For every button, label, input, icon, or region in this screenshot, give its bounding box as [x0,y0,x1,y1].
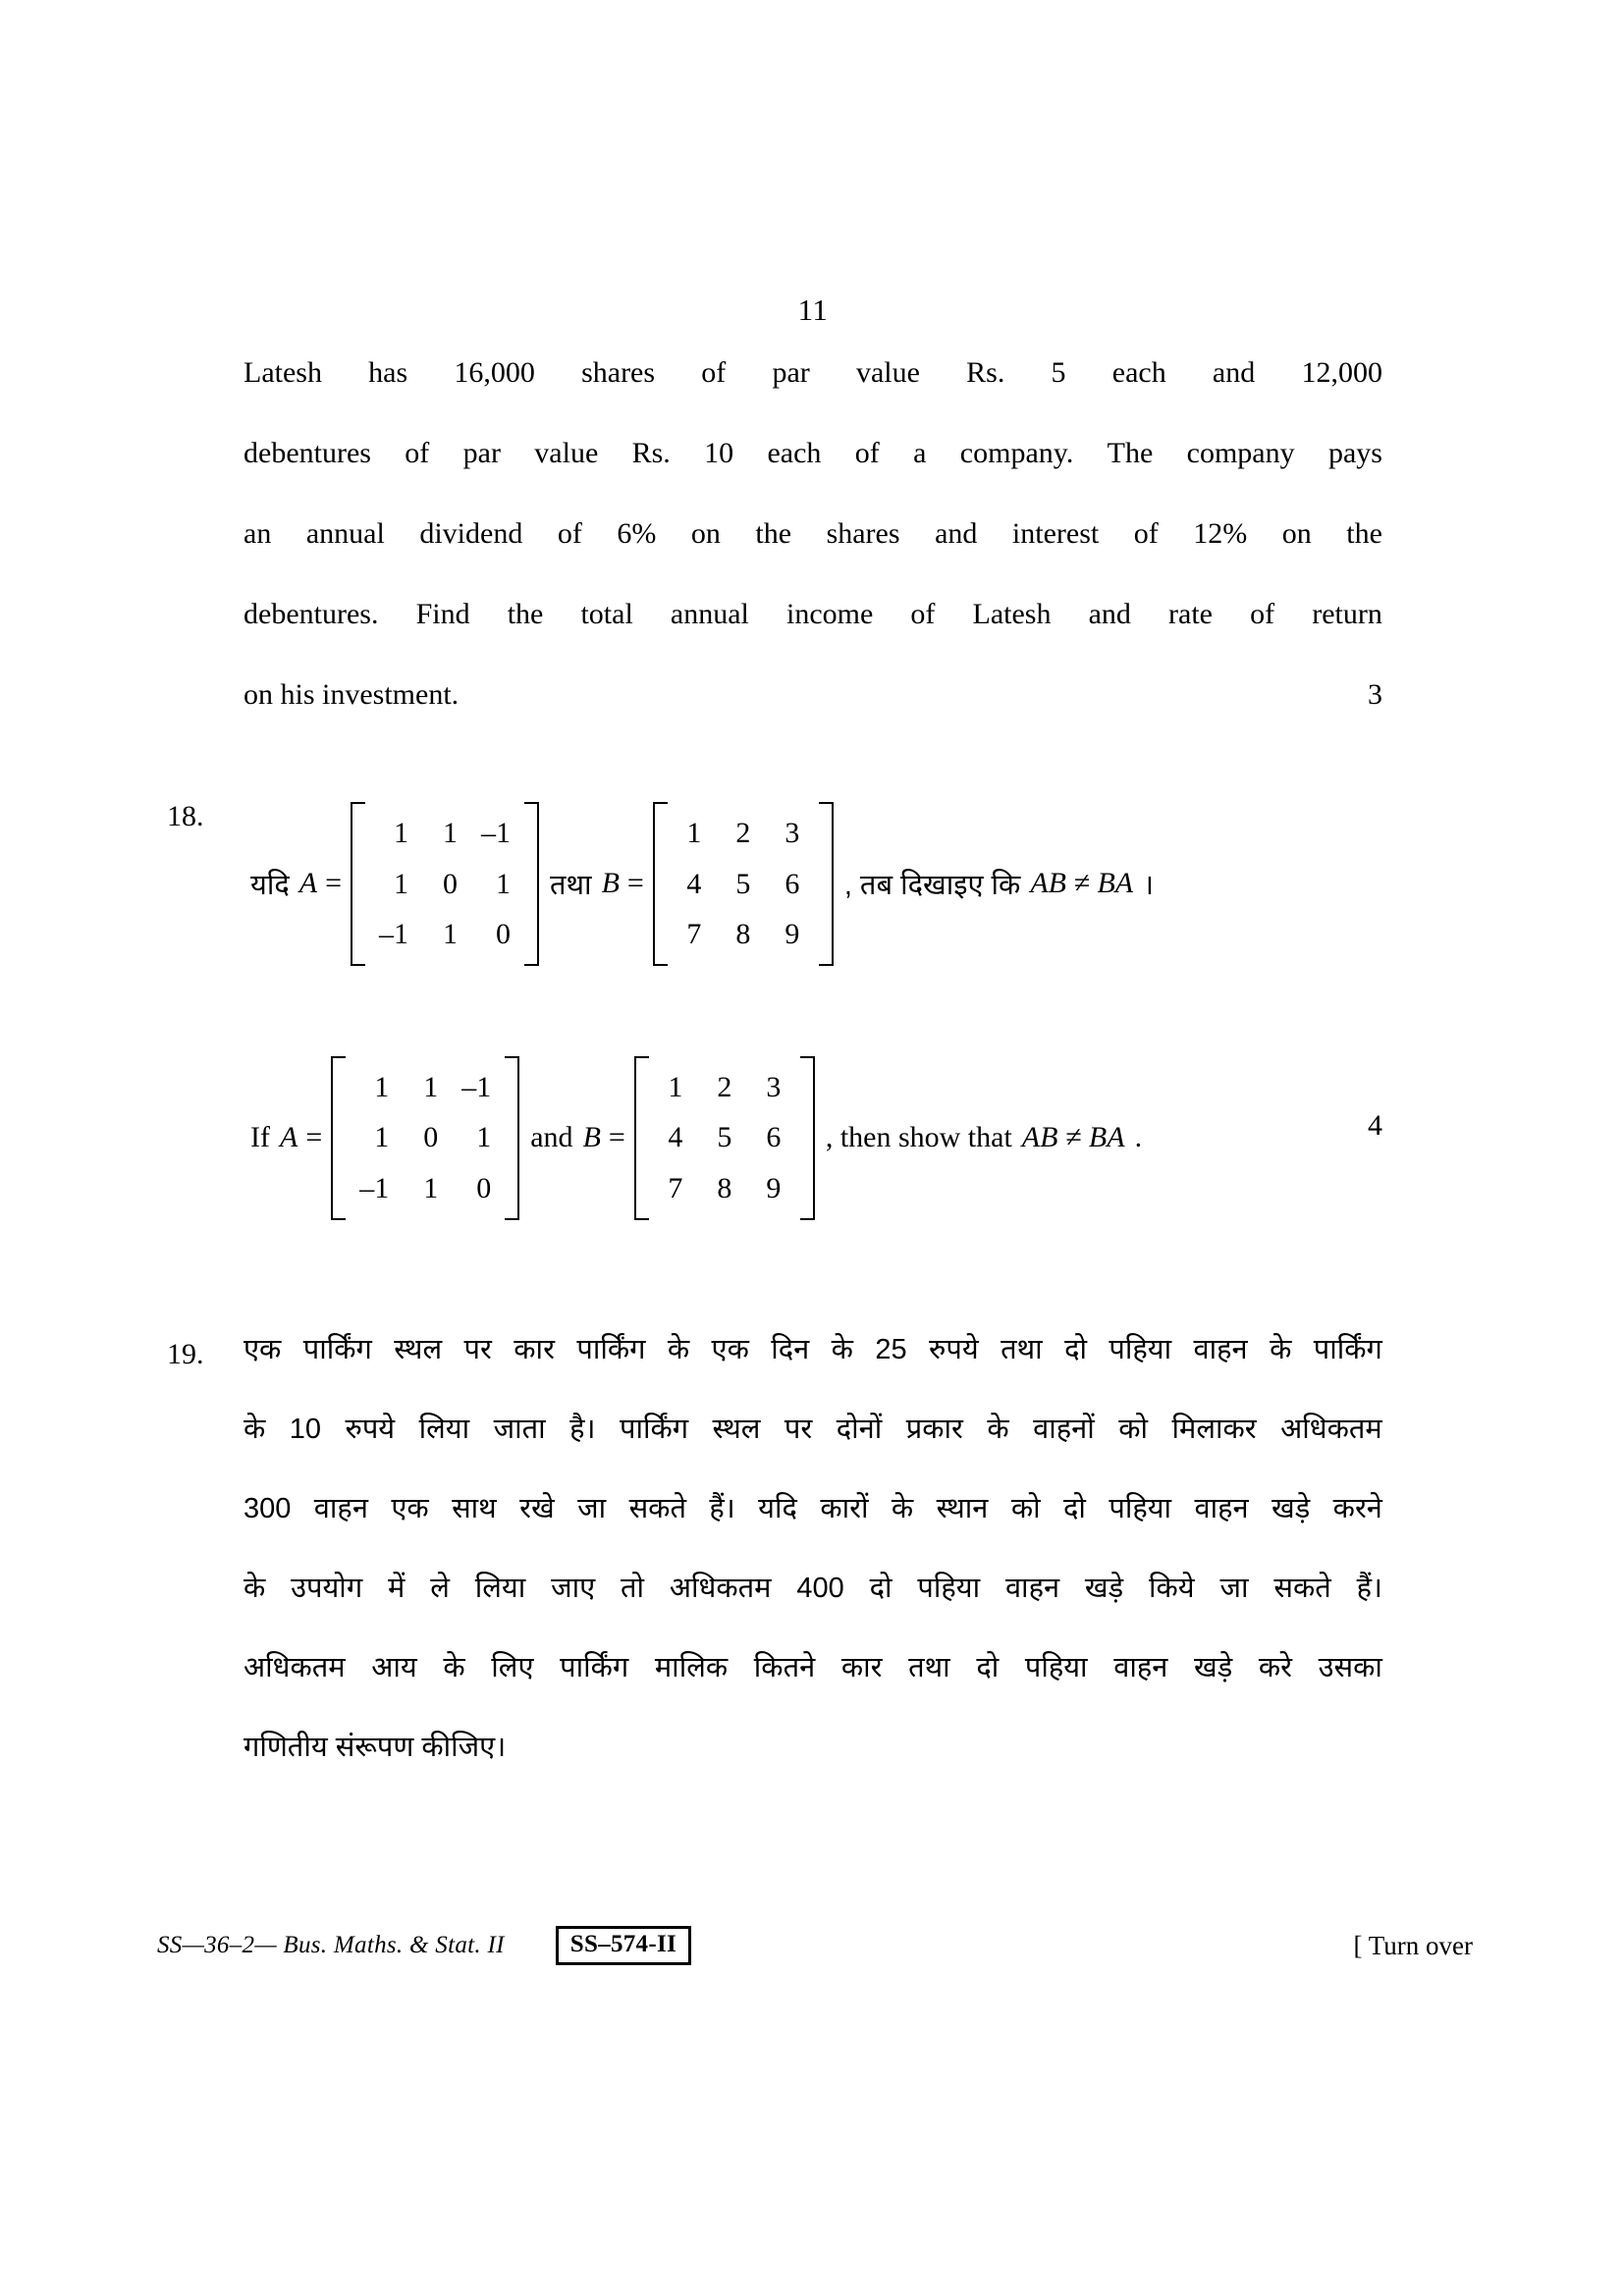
word: पार्किंग [619,1413,689,1445]
matrix-cell: –1 [359,1171,390,1204]
word: shares [826,517,900,550]
word: Rs. [966,356,1005,389]
hindi-line [243,1333,1382,1365]
word: लिया [474,1572,526,1604]
word: on his investment. [243,678,460,711]
word: पहिया [1024,1651,1088,1683]
word: उसका [1318,1651,1382,1683]
word: जा [1219,1572,1249,1604]
word: the [755,517,792,550]
matrix-b [634,1056,815,1220]
question-18-hindi [167,800,1382,966]
word: value [855,356,920,389]
word: के [891,1492,914,1524]
word: of [854,437,880,469]
word: कितने [753,1651,816,1683]
matrix-cell: 4 [668,1121,683,1154]
matrix-cell: 1 [374,1070,390,1103]
word: अधिकतम [669,1572,772,1604]
bracket-left-icon [634,1056,649,1220]
word: पहिया [917,1572,981,1604]
matrix-cell: –1 [461,1070,492,1103]
word: पार्किंग [302,1333,372,1365]
matrix-cell: 2 [735,817,751,849]
matrix-cell: 5 [717,1121,732,1154]
word: 300 [243,1492,292,1524]
word: स्थल [712,1413,761,1445]
page-content [167,293,1382,1813]
word: company. [959,437,1074,469]
matrix-b-grid [668,802,819,966]
word: कार [840,1651,883,1683]
word: par [462,437,501,469]
word: return [1312,598,1382,630]
word: वाहन [1193,1333,1248,1365]
word: पार्किंग [576,1333,646,1365]
hindi-line [243,1651,1382,1683]
word: को [1118,1413,1149,1445]
word: Latesh [972,598,1052,630]
word: किये [1149,1572,1195,1604]
word: सकते [628,1492,686,1524]
word: साथ [452,1492,497,1524]
word: shares [581,356,656,389]
word: the [1346,517,1382,550]
matrix-a-label: A [279,1121,298,1154]
word: interest [1011,517,1100,550]
word: Find [415,598,470,630]
english-conjunction: and [530,1121,573,1154]
word: है। [569,1413,596,1445]
matrix-cell: 7 [668,1171,683,1204]
matrix-cell: 6 [784,867,800,900]
matrix-cell: 0 [423,1121,439,1154]
word: के [987,1413,1009,1445]
word: the [507,598,544,630]
word: each [1111,356,1166,389]
paragraph-line [243,600,1382,629]
word: of [910,598,936,630]
word: पहिया [1109,1333,1172,1365]
question-19-body [243,1333,1382,1813]
matrix-cell: 1 [423,1171,439,1204]
word: rate [1168,598,1213,630]
word: annual [305,517,385,550]
word: दो [869,1572,893,1604]
word: पार्किंग [1313,1333,1382,1365]
word: 400 [796,1572,844,1604]
matrix-cell: 1 [442,817,458,849]
bracket-left-icon [351,802,365,966]
word: दिन [771,1333,810,1365]
word: each [767,437,822,469]
word: रुपये [929,1333,979,1365]
matrix-b-grid [649,1056,800,1220]
word: वाहन [1113,1651,1168,1683]
relation-expression: AB ≠ BA [1021,1121,1125,1154]
question-number: 18. [167,800,204,832]
matrix-cell: 7 [686,918,702,951]
word: of [1250,598,1275,630]
word: debentures. [243,598,379,630]
question-19 [167,1333,1382,1813]
page-footer [157,1926,1473,1965]
paper-code-box: SS–574-II [556,1926,691,1965]
word: कार [514,1333,555,1365]
matrix-b-label: B [601,867,620,900]
word: and [935,517,978,550]
word: कारों [820,1492,869,1524]
word: वाहन [1194,1492,1249,1524]
word: गणितीय संरूपण कीजिए। [243,1731,507,1763]
matrix-cell: 1 [668,1070,683,1103]
question-18-english [243,1056,1382,1220]
word: Latesh [243,356,322,389]
matrix-cell: 0 [476,1171,492,1204]
bracket-left-icon [331,1056,346,1220]
word: के [1270,1333,1292,1365]
matrix-cell: 8 [735,918,751,951]
hindi-lead-word: यदि [250,869,290,901]
hindi-tail-text: , तब दिखाइए कि [843,869,1021,901]
word: total [580,598,633,630]
matrix-a [331,1056,519,1220]
word: annual [670,598,749,630]
word: company [1186,437,1295,469]
word: एक [243,1333,282,1365]
word: ले [430,1572,450,1604]
word: of [405,437,430,469]
word: Rs. [631,437,671,469]
question-18-hindi-expression [243,802,1161,966]
matrix-cell: –1 [480,817,511,849]
word: उपयोग [291,1572,363,1604]
word: के [831,1333,853,1365]
word: 12% [1193,517,1248,550]
word: and [1088,598,1131,630]
hindi-line [243,1415,1382,1444]
paragraph-line [243,519,1382,549]
footer-subject-code: SS—36–2— Bus. Maths. & Stat. II [157,1932,505,1958]
word: को [1010,1492,1041,1524]
word: आय [371,1651,417,1683]
word: वाहनों [1033,1413,1095,1445]
word: स्थल [394,1333,443,1365]
word: करे [1258,1651,1292,1683]
equals-sign: = [305,1121,323,1154]
matrix-cell: 1 [442,918,458,951]
matrix-a [351,802,539,966]
matrix-cell: 3 [784,817,800,849]
word: debentures [243,437,371,469]
word: मिलाकर [1171,1413,1257,1445]
bracket-right-icon [524,802,539,966]
paragraph-line [243,680,1382,710]
word: has [368,356,408,389]
question-18-english-expression [243,1056,1149,1220]
page-number: 11 [797,293,829,327]
word: on [690,517,721,550]
bracket-right-icon [819,802,834,966]
word: जा [577,1492,607,1524]
matrix-cell: 0 [495,918,511,951]
word: 25 [875,1333,907,1365]
word: वाहन [1004,1572,1060,1604]
word: के [243,1413,266,1445]
word: करने [1332,1492,1382,1524]
word: में [388,1572,406,1604]
word: प्रकार [905,1413,963,1445]
word: a [913,437,927,469]
word: value [534,437,599,469]
bracket-right-icon [505,1056,519,1220]
word: तो [620,1572,645,1604]
word: तथा [1001,1333,1043,1365]
danda-punctuation: । [1143,869,1155,901]
word: तथा [908,1651,950,1683]
question-number: 19. [167,1337,204,1370]
matrix-cell: 4 [686,867,702,900]
matrix-cell: 1 [423,1070,439,1103]
matrix-cell: 8 [717,1171,732,1204]
matrix-cell: 0 [442,867,458,900]
matrix-cell: 9 [766,1171,782,1204]
word: The [1107,437,1154,469]
word: हैं। [1356,1572,1382,1604]
turn-over-label: [ Turn over [1353,1930,1473,1960]
matrix-a-grid [365,802,524,966]
word: मालिक [654,1651,729,1683]
matrix-cell: 1 [495,867,511,900]
word: 10 [289,1413,322,1445]
word: अधिकतम [1280,1413,1382,1445]
hindi-conjunction: तथा [549,869,592,901]
hindi-line [243,1572,1382,1604]
english-tail-text: , then show that [825,1121,1012,1154]
word: खड़े [1271,1492,1311,1524]
word: लिया [418,1413,470,1445]
matrix-a-grid [346,1056,505,1220]
matrix-cell: 9 [784,918,800,951]
paragraph-line [243,439,1382,468]
word: वाहन [313,1492,368,1524]
matrix-cell: 2 [717,1070,732,1103]
matrix-cell: 1 [686,817,702,849]
word: income [785,598,874,630]
relation-expression: AB ≠ BA [1030,867,1134,900]
marks-value: 4 [1368,1108,1382,1142]
word: यदि [758,1492,797,1524]
matrix-cell: 3 [766,1070,782,1103]
word: 10 [704,437,734,469]
equals-sign: = [626,867,644,900]
word: सकते [1273,1572,1331,1604]
word: 6% [617,517,657,550]
word: of [701,356,727,389]
hindi-line [243,1731,1382,1763]
word: खड़े [1084,1572,1124,1604]
matrix-cell: 6 [766,1121,782,1154]
matrix-a-label: A [298,867,318,900]
word: एक [711,1333,749,1365]
word: दोनों [836,1413,883,1445]
english-lead-word: If [250,1121,270,1154]
word: जाता [493,1413,546,1445]
matrix-b-label: B [582,1121,601,1154]
bracket-right-icon [800,1056,815,1220]
word: रखे [519,1492,555,1524]
word: par [772,356,810,389]
word: on [1281,517,1312,550]
word: लिए [491,1651,534,1683]
word: of [557,517,582,550]
word: अधिकतम [243,1651,346,1683]
word: स्थान [936,1492,989,1524]
word: 12,000 [1301,356,1382,389]
word: हैं। [709,1492,735,1524]
matrix-cell: 1 [476,1121,492,1154]
word: पहिया [1109,1492,1172,1524]
word: and [1212,356,1256,389]
paragraph-line [243,358,1382,388]
matrix-cell: –1 [378,918,408,951]
word: दो [976,1651,1000,1683]
question-17-continued [243,358,1382,710]
word: रुपये [345,1413,396,1445]
word: जाए [551,1572,596,1604]
word: के [243,1572,266,1604]
period-punctuation: . [1134,1121,1143,1154]
word: खड़े [1193,1651,1233,1683]
matrix-cell: 1 [374,1121,390,1154]
word: दो [1064,1333,1087,1365]
word: के [667,1333,690,1365]
word: 16,000 [454,356,535,389]
bracket-left-icon [653,802,668,966]
word: के [443,1651,465,1683]
word: दो [1063,1492,1086,1524]
word: pays [1327,437,1382,469]
matrix-cell: 1 [393,817,408,849]
matrix-b [653,802,834,966]
hindi-line [243,1492,1382,1524]
equals-sign: = [325,867,342,900]
word: dividend [419,517,523,550]
word: an [243,517,272,550]
word: 5 [1051,356,1066,389]
word: of [1133,517,1159,550]
word: पार्किंग [560,1651,629,1683]
marks-value: 3 [1368,678,1382,711]
equals-sign: = [608,1121,625,1154]
word: पर [784,1413,813,1445]
matrix-cell: 5 [735,867,751,900]
matrix-cell: 1 [393,867,408,900]
word: पर [463,1333,492,1365]
word: एक [391,1492,429,1524]
